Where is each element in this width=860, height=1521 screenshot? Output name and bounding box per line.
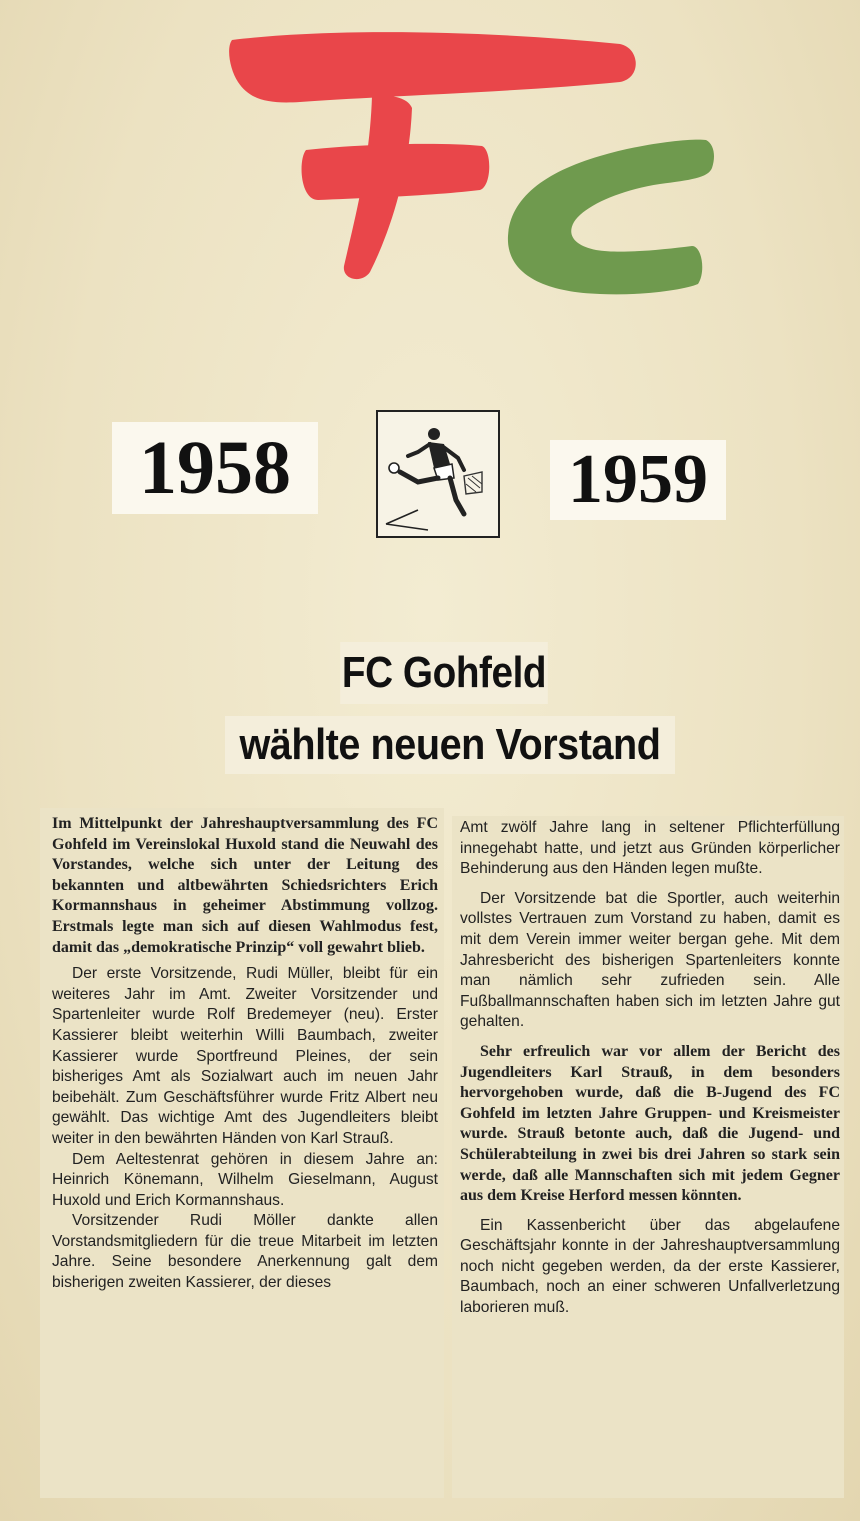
fc-logo [0,0,860,360]
article-column-right [452,816,844,1498]
football-player-icon [376,410,500,538]
article-paragraph: Im Mittelpunkt der Jahreshauptversammlung des FC Gohfeld im Vereinslokal Huxold stand die Neuwahl des Vorstandes, welche sich unter der Leitung des bekannten und altbewährten Schiedsrichters Erich Kormannshaus in geheimer Abstimmung vollzog. Erstmals legte man sich auf diesen Wahlmodus fest, damit das „demokratische Prinzip“ voll gewahrt blieb. [52,815,438,956]
logo-f-middle-bar [302,144,490,200]
article-paragraph: Vorsitzender Rudi Möller dankte allen Vorstandsmitgliedern für die treue Mitarbeit im letzten Jahre. Seine besondere Anerkennung galt dem bisherigen zweiten Kassierer, der dieses [52,1212,438,1292]
article-paragraph: Sehr erfreulich war vor allem der Bericht des Jugendleiters Karl Strauß, in dem besonders hervorgehoben wurde, daß die B-Jugend des FC Gohfeld im letzten Jahre Gruppen- und Kreismeister wurde. Strauß betonte auch, daß die Jugend- und Schülerabteilung in zwei bis drei Jahren so stark sein werde, daß alle Mannschaften sich mit jedem Gegner aus dem Kreise Herford messen könnten. [460,1042,840,1205]
article-paragraph: Ein Kassenbericht über das abgelaufene Geschäftsjahr konnte in der Jahreshauptversammlung noch nicht gegeben werden, da der erste Kassierer, Baumbach, noch an einer schweren Unfallverletzung laborieren muß. [460,1216,840,1317]
article-paragraph: Amt zwölf Jahre lang in seltener Pflichterfüllung innegehabt hatte, und jetzt aus Gründen körperlicher Behinderung aus den Händen legen mußte. [460,819,840,878]
article-paragraph: Dem Aeltestenrat gehören in diesem Jahre an: Heinrich Könemann, Wilhelm Gieselmann, August Huxold und Erich Kormannshaus. [52,1150,438,1209]
logo-c [508,140,714,295]
headline-line2: wählte neuen Vorstand [225,716,675,774]
article-paragraph: Der erste Vorsitzende, Rudi Müller, bleibt für ein weiteres Jahr im Amt. Zweiter Vorsitzender und Spartenleiter wurde Rolf Bredemeyer (neu). Erster Kassierer bleibt weiterhin Willi Baumbach, zweiter Kassierer wurde Sportfreund Pleines, der sein bisheriges Amt als Sozialwart auch im neuen Jahr beibehält. Zum Geschäftsführer wurde Fritz Albert neu gewählt. Das wichtige Amt des Jugendleiters bleibt weiter in den bewährten Händen von Karl Strauß. [52,965,438,1147]
logo-f-top-bar [229,32,636,102]
year-start: 1958 [112,422,318,514]
article-column-left [40,808,444,1498]
headline-line1: FC Gohfeld [340,642,548,704]
article-paragraph: Der Vorsitzende bat die Sportler, auch weiterhin vollstes Vertrauen zum Vorstand zu haben, damit es mit dem Verein immer weiter bergan gehe. Mit dem Jahresbericht des bisherigen Spartenleiters konnte man nämlich sehr zufrieden sein. Alle Fußballmannschaften haben sich im letzten Jahre gut gehalten. [460,889,840,1031]
year-end: 1959 [550,440,726,520]
